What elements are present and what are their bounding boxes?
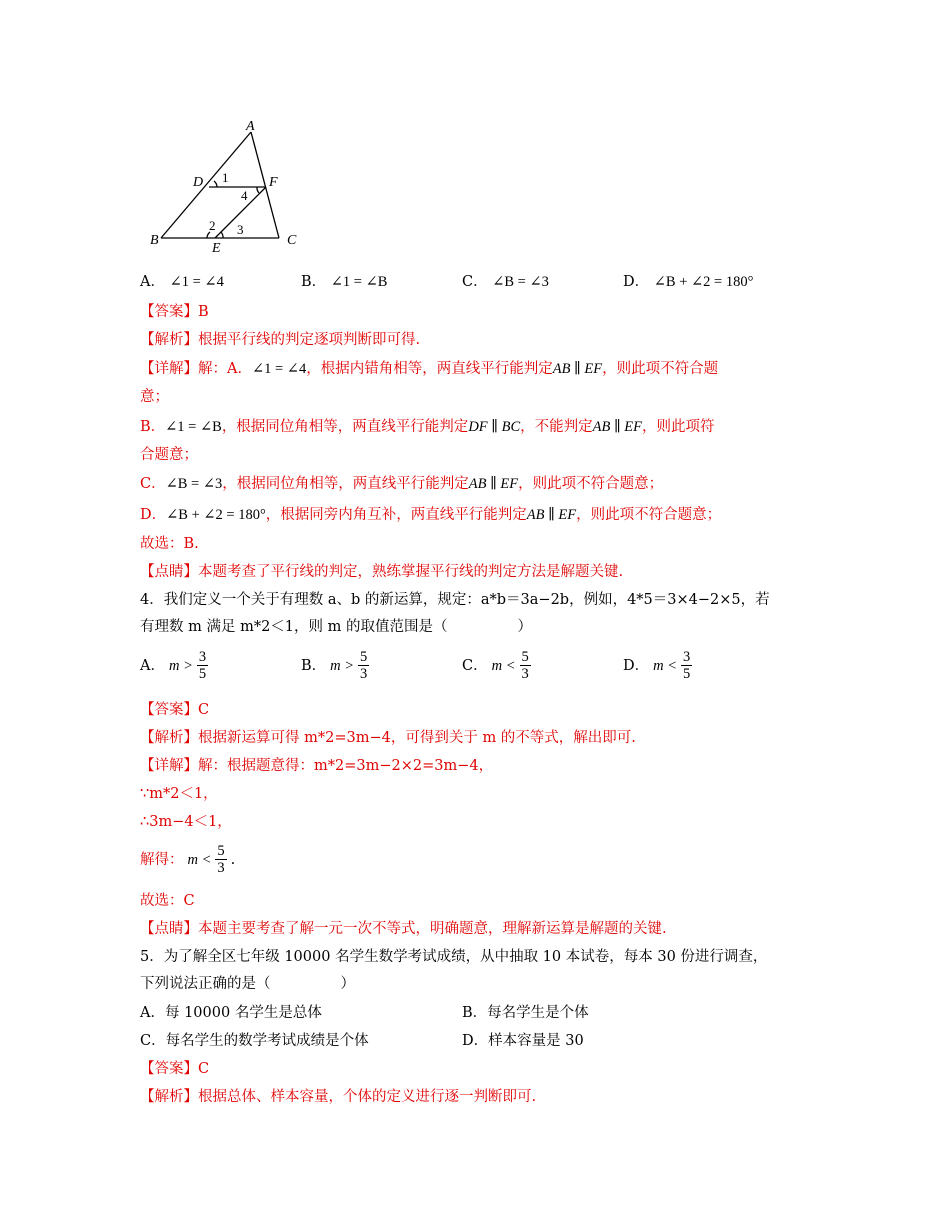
fraction-numerator: 5 [360,649,368,665]
stem-text: ） [340,976,355,992]
q5-option-d: D．样本容量是 30 [462,1033,584,1049]
fraction [681,649,692,682]
detail-math: AB ∥ EF [592,419,643,435]
angle-arc-1 [214,181,217,187]
q5-analysis: 【解析】根据总体、样本容量，个体的定义进行逐一判断即可. [140,1089,537,1105]
q5-option-b: B．每名学生是个体 [462,1005,589,1021]
q4-option-b [301,649,369,682]
label-angle-3: 3 [237,222,244,237]
detail-text: ，根据内错角相等，两直线平行能判定 [306,361,553,377]
q4-comment: 【点睛】本题主要考查了解一元一次不等式，明确题意，理解新运算是解题的关键. [140,921,667,937]
detail-math: ∠B = ∠3 [165,476,223,492]
q4-option-d [623,649,692,682]
label-d: D [193,175,204,190]
detail-math: ∠B + ∠2 = 180° [166,507,266,523]
q4-stem-line-1: 4．我们定义一个关于有理数 a、b 的新运算，规定：a*b＝3a−2b，例如，4*5＝3×4−2×5，若 [140,592,770,608]
angle-arc-3 [221,232,223,238]
q3-detail-4 [140,505,721,525]
q3-detail-2-cont: 合题意； [140,447,198,463]
option-lhs: m > [168,657,193,674]
stem-text: ） [517,619,532,635]
q4-detail-4 [140,843,235,876]
option-letter: C． [462,274,488,290]
q4-stem-line-2 [140,617,532,637]
q3-choice: 故选：B. [140,536,199,552]
fraction [215,843,226,876]
detail-text: C． [140,476,166,492]
label-e: E [212,241,221,256]
q3-comment: 【点睛】本题考查了平行线的判定，熟练掌握平行线的判定方法是解题关键. [140,564,624,580]
label-f: F [269,175,278,190]
label-c: C [287,233,297,248]
q3-detail-2 [140,417,715,437]
option-letter: D． [623,274,650,290]
fraction-denominator: 3 [217,860,225,876]
stem-text: 有理数 m 满足 m*2＜1，则 m 的取值范围是（ [140,619,448,635]
option-letter: A． [140,274,165,290]
detail-text: ，根据同位角相等，两直线平行能判定 [222,476,469,492]
q4-answer: 【答案】C [140,702,210,718]
q4-detail-1: 【详解】解：根据题意得：m*2=3m−2×2=3m−4， [140,758,494,774]
detail-text: . [230,851,236,868]
q4-option-c [462,649,531,682]
q4-detail-2: ∵m*2＜1， [140,786,218,802]
option-text: ∠B = ∠3 [492,274,549,290]
q4-choice: 故选：C [140,893,195,909]
detail-math: AB ∥ EF [468,476,519,492]
option-letter: A． [140,657,165,674]
option-letter: B． [301,274,327,290]
fraction-denominator: 5 [198,666,207,682]
fraction-denominator: 5 [683,666,691,682]
option-letter: D． [623,657,650,674]
fraction [197,649,208,682]
q3-detail-1-cont: 意； [140,389,169,405]
detail-math: ∠1 = ∠4 [251,361,307,377]
q5-option-a: A．每 10000 名学生是总体 [140,1005,322,1021]
detail-text: ，则此项符 [642,419,715,435]
q5-stem-line-1: 5．为了解全区七年级 10000 名学生数学考试成绩，从中抽取 10 本试卷，每本 30 份进行调查， [140,949,768,965]
detail-math: m < [187,851,212,868]
detail-text: ，则此项不符合题 [602,361,719,377]
detail-text: B． [140,419,166,435]
q5-option-c: C．每名学生的数学考试成绩是个体 [140,1033,369,1049]
angle-arc-4 [257,187,259,193]
detail-math: AB ∥ EF [526,507,577,523]
q5-answer: 【答案】C [140,1061,210,1077]
fraction-numerator: 5 [521,649,529,665]
detail-text: 解得： [140,851,184,868]
option-text: ∠1 = ∠4 [169,274,224,290]
q3-option-b [301,272,387,292]
q3-detail-1 [140,359,718,379]
option-letter: B． [301,657,327,674]
q3-analysis: 【解析】根据平行线的判定逐项判断即可得. [140,332,421,348]
geometry-figure [145,118,315,258]
q5-stem-line-2 [140,974,355,994]
detail-text: ，则此项不符合题意； [576,507,722,523]
fraction-denominator: 3 [360,666,368,682]
q3-option-c [462,272,549,292]
fraction-denominator: 3 [521,666,529,682]
q3-option-d [623,272,753,292]
detail-text: ，根据同位角相等，两直线平行能判定 [221,419,469,435]
detail-text: ，则此项不符合题意； [518,476,664,492]
detail-math: ∠1 = ∠B [165,419,222,435]
detail-math: AB ∥ EF [552,361,603,377]
option-text: ∠1 = ∠B [330,274,388,290]
q3-answer: 【答案】B [140,304,209,320]
label-angle-4: 4 [241,188,248,203]
label-a: A [246,119,255,134]
fraction-numerator: 5 [217,843,225,859]
option-lhs: m > [330,657,355,674]
fraction [520,649,531,682]
option-lhs: m < [491,657,516,674]
stem-text: 下列说法正确的是（ [140,976,271,992]
q4-analysis: 【解析】根据新运算可得 m*2=3m−4，可得到关于 m 的不等式，解出即可. [140,730,636,746]
label-angle-2: 2 [209,218,216,233]
fraction-numerator: 3 [198,649,207,665]
detail-text: ，不能判定 [520,419,593,435]
q4-detail-3: ∴3m−4＜1， [140,814,232,830]
label-b: B [150,233,159,248]
fraction [358,649,369,682]
q3-detail-3 [140,474,663,494]
detail-text: D． [140,507,167,523]
option-letter: C． [462,657,488,674]
detail-text: ，根据同旁内角互补，两直线平行能判定 [265,507,527,523]
option-text: ∠B + ∠2 = 180° [653,274,754,290]
fraction-numerator: 3 [683,649,691,665]
detail-text: 【详解】解：A． [140,361,252,377]
q3-option-a [140,272,224,292]
option-lhs: m < [653,657,678,674]
q4-option-a [140,649,208,682]
detail-math: DF ∥ BC [468,419,521,435]
label-angle-1: 1 [222,170,229,185]
